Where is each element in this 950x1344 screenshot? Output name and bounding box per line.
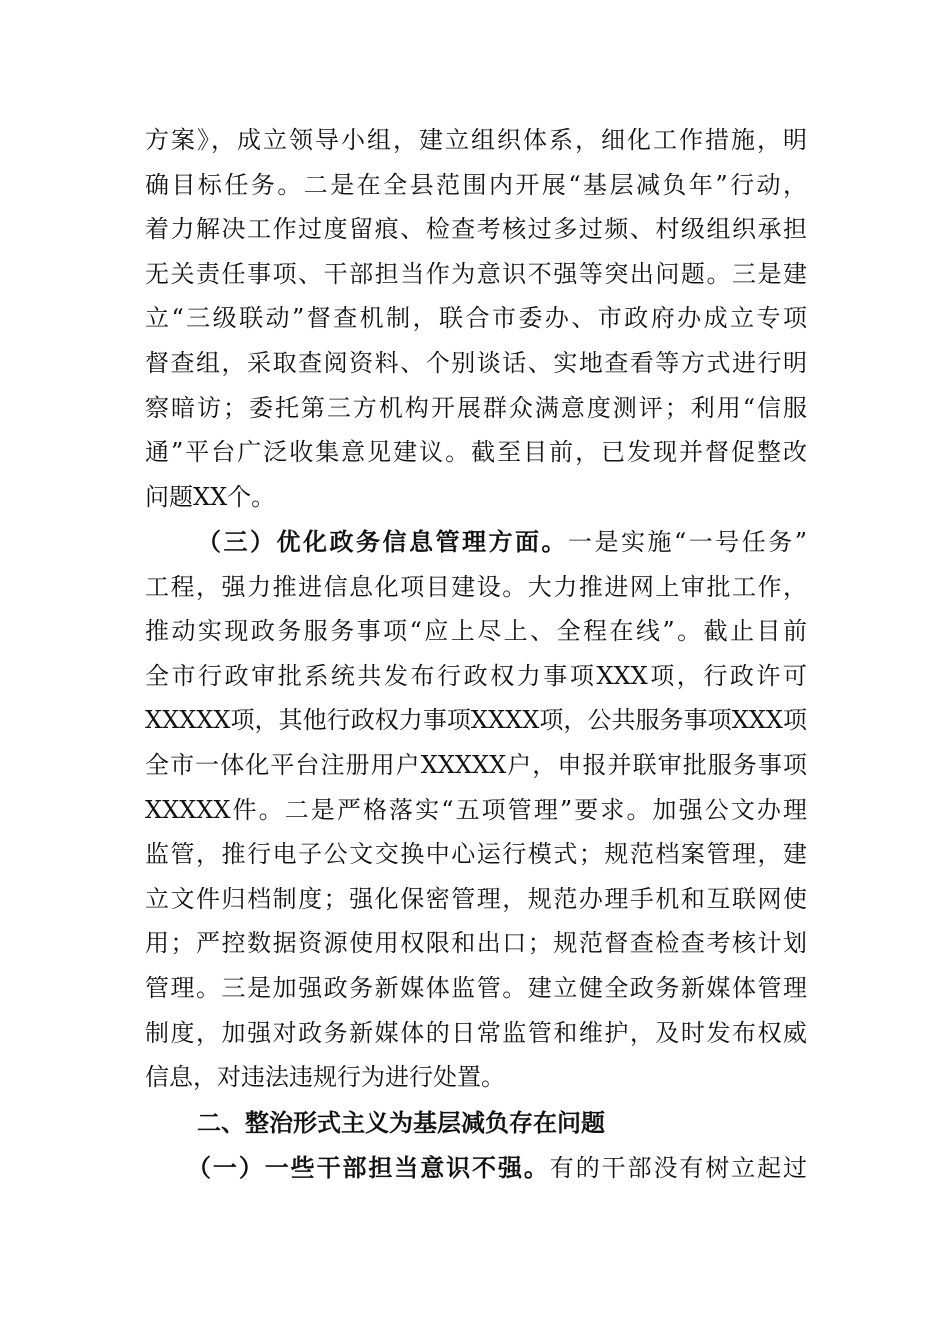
paragraph-line: 方案》，成立领导小组，建立组织体系，细化工作措施，明 [145, 126, 807, 154]
paragraph-line: 立文件归档制度；强化保密管理，规范办理手机和互联网使 [145, 884, 807, 913]
subsection-one-heading: （一）一些干部担当意识不强。 [187, 1153, 550, 1182]
section-three-paragraph [145, 520, 807, 1100]
paragraph-line: 工程，强力推进信息化项目建设。大力推进网上审批工作， [145, 572, 807, 601]
paragraph-line: 信息，对违法违规行为进行处置。 [145, 1063, 505, 1092]
paragraph-line: 察暗访；委托第三方机构开展群众满意度测评；利用“信服 [145, 393, 807, 422]
continued-paragraph [145, 118, 807, 519]
paragraph-line: 督查组，采取查阅资料、个别谈话、实地查看等方式进行明 [145, 348, 807, 377]
paragraph-line: 监管，推行电子公文交换中心运行模式；规范档案管理，建 [145, 840, 807, 869]
section-two-heading: 二、整治形式主义为基层减负存在问题 [197, 1109, 605, 1137]
section-three-first-line-text: 一是实施“一号任务” [567, 528, 808, 556]
paragraph-line: 通”平台广泛收集意见建议。截至目前，已发现并督促整改 [145, 438, 807, 467]
paragraph-line: 管理。三是加强政务新媒体监管。建立健全政务新媒体管理 [145, 973, 807, 1002]
paragraph-line: 问题XX个。 [145, 482, 276, 511]
paragraph-line: XXXXX件。二是严格落实“五项管理”要求。加强公文办理 [145, 795, 807, 824]
paragraph-line: XXXXX项，其他行政权力事项XXXX项，公共服务事项XXX项 [145, 706, 807, 735]
section-three-first-line [145, 520, 807, 565]
paragraph-line: 全市行政审批系统共发布行政权力事项XXX项，行政许可 [145, 661, 807, 690]
paragraph-line: 确目标任务。二是在全县范围内开展“基层减负年”行动， [145, 170, 807, 199]
paragraph-line: 用；严控数据资源使用权限和出口；规范督查检查考核计划 [145, 929, 807, 958]
paragraph-line: 着力解决工作过度留痕、检查考核过多过频、村级组织承担 [145, 215, 807, 244]
paragraph-line: 无关责任事项、干部担当作为意识不强等突出问题。三是建 [145, 259, 807, 288]
section-two-block [145, 1101, 807, 1190]
paragraph-line: 制度，加强对政务新媒体的日常监管和维护，及时发布权威 [145, 1018, 807, 1047]
section-three-heading: （三）优化政务信息管理方面。 [197, 528, 568, 556]
paragraph-line: 推动实现政务服务事项“应上尽上、全程在线”。截止目前 [145, 617, 807, 646]
paragraph-line: 全市一体化平台注册用户XXXXX户，申报并联审批服务事项 [145, 750, 807, 779]
subsection-one-text: 有的干部没有树立起过 [549, 1153, 808, 1182]
paragraph-line: 立“三级联动”督查机制，联合市委办、市政府办成立专项 [145, 304, 807, 333]
subsection-one-line [145, 1146, 807, 1191]
